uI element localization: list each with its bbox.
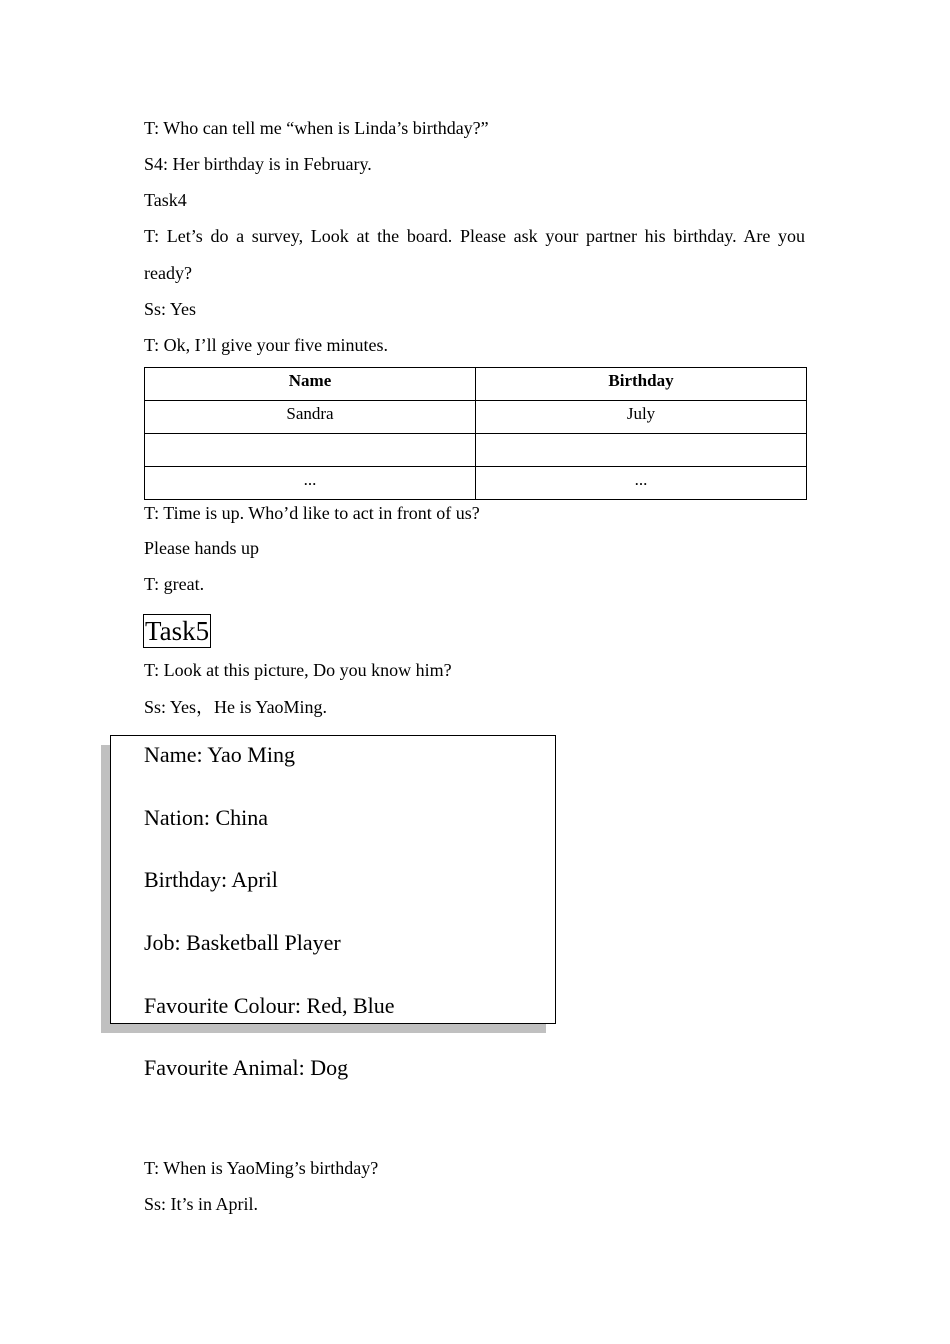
table-cell: ... xyxy=(145,467,476,500)
table-cell: July xyxy=(476,401,807,434)
dialogue-line: T: Who can tell me “when is Linda’s birthday?” xyxy=(144,118,489,138)
info-name: Name: Yao Ming xyxy=(144,742,295,767)
dialogue-line: S4: Her birthday is in February. xyxy=(144,154,372,174)
column-header-birthday: Birthday xyxy=(476,368,807,401)
info-nation: Nation: China xyxy=(144,805,269,830)
info-birthday: Birthday: April xyxy=(144,867,278,892)
dialogue-line: Ss: Yes，He is YaoMing. xyxy=(144,697,328,717)
table-header-row xyxy=(145,368,807,401)
survey-table xyxy=(144,367,807,500)
dialogue-line: T: Time is up. Who’d like to act in front of us? xyxy=(144,503,480,523)
table-row xyxy=(145,467,807,500)
column-header-name: Name xyxy=(145,368,476,401)
dialogue-line: T: Let’s do a survey, Look at the board. Please ask your partner his birthday. Are you xyxy=(144,226,805,246)
info-favourite-animal: Favourite Animal: Dog xyxy=(144,1055,349,1080)
table-row xyxy=(145,434,807,467)
table-cell: Sandra xyxy=(145,401,476,434)
dialogue-line: T: great. xyxy=(144,574,205,594)
info-favourite-colour: Favourite Colour: Red, Blue xyxy=(144,993,395,1018)
table-cell xyxy=(145,434,476,467)
task5-heading: Task5 xyxy=(145,616,210,646)
dialogue-line: T: Ok, I’ll give your five minutes. xyxy=(144,335,389,355)
dialogue-line: Ss: Yes xyxy=(144,299,197,319)
dialogue-line: Please hands up xyxy=(144,538,259,558)
table-row xyxy=(145,401,807,434)
dialogue-line: T: When is YaoMing’s birthday? xyxy=(144,1158,379,1178)
task4-heading: Task4 xyxy=(144,190,187,210)
table-cell xyxy=(476,434,807,467)
table-cell: ... xyxy=(476,467,807,500)
dialogue-line: Ss: It’s in April. xyxy=(144,1194,259,1214)
dialogue-line: ready? xyxy=(144,263,192,283)
info-job: Job: Basketball Player xyxy=(144,930,341,955)
dialogue-line: T: Look at this picture, Do you know him? xyxy=(144,660,452,680)
